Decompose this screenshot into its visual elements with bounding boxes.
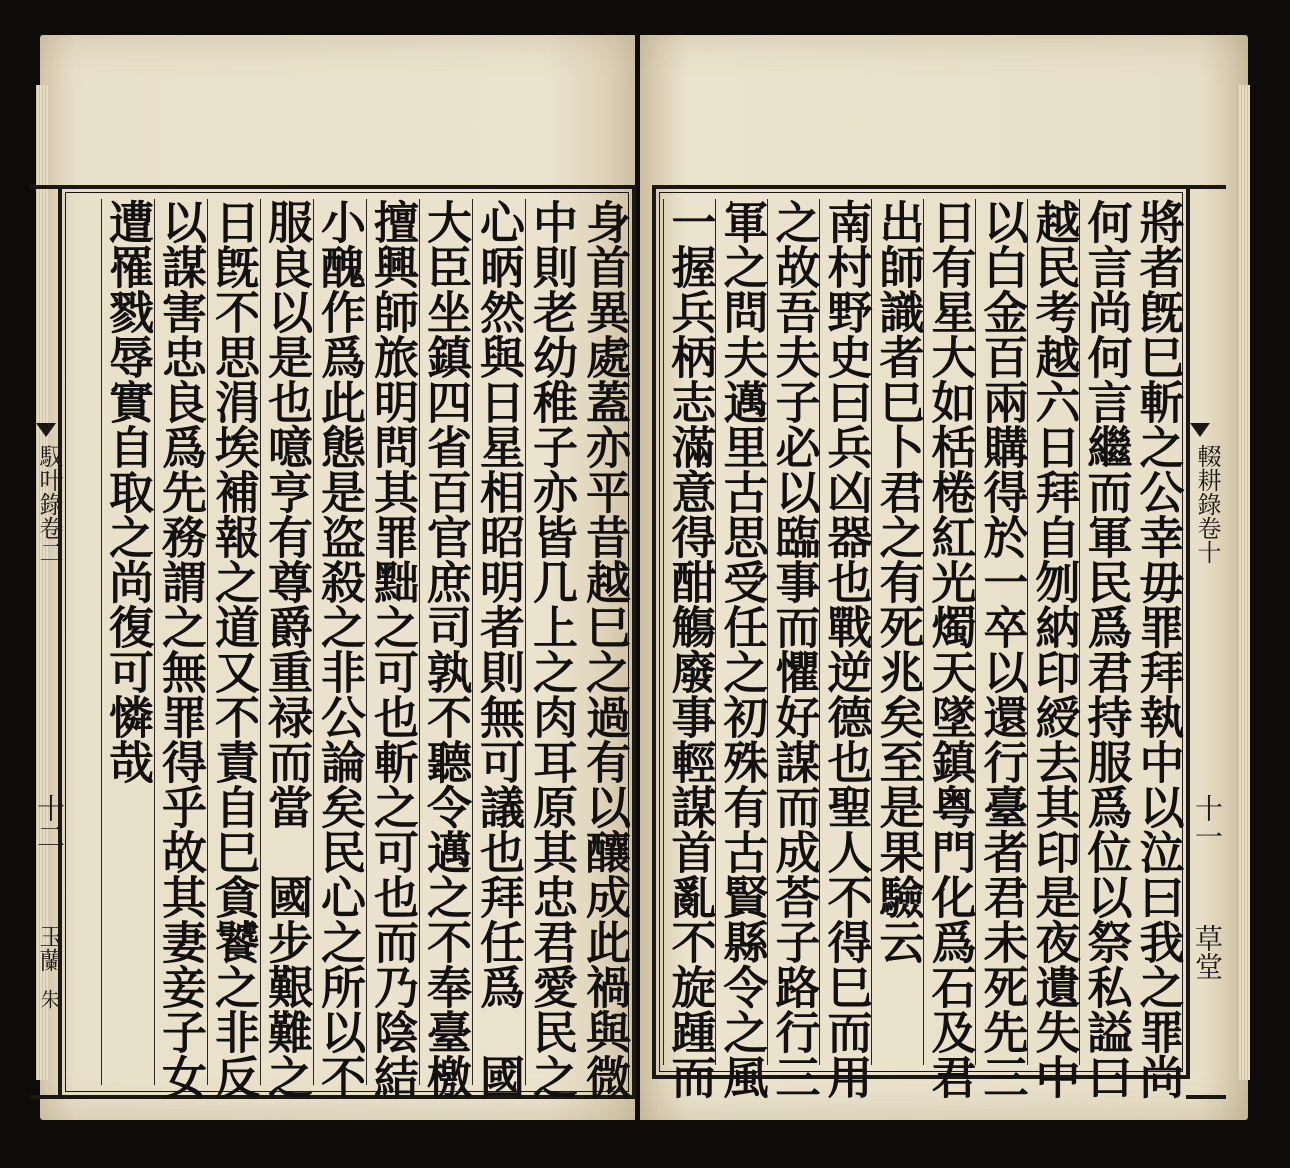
text-column <box>1079 199 1133 1099</box>
text-column <box>715 199 769 1099</box>
right-margin-title: 輟耕錄卷十 <box>1193 444 1221 564</box>
column-text: 一握兵柄志滿意得酣觴廢事輕謀首亂不旋踵而 <box>663 199 717 1099</box>
column-text: 心昞然與日星相昭明者則無可議也拜任爲 國 <box>472 199 525 1099</box>
column-text: 軍之問夫邁里古思受任之初殊有古賢縣令之風 <box>715 199 769 1099</box>
left-margin-title: 馭叶錄卷二 <box>35 444 63 564</box>
column-text: 以白金百兩購得於一卒以還行臺者君未死先三 <box>975 199 1029 1099</box>
page-edge <box>1238 85 1250 1080</box>
left-margin-mark: 朱 <box>37 989 61 1009</box>
column-text: 出師識者巳卜君之有死兆矣至是果驗云 <box>871 199 925 964</box>
column-text: 日有星大如栝棬紅光燭天墜鎮粤門化爲石及君 <box>923 199 977 1099</box>
text-column <box>923 199 977 1099</box>
column-text: 遭罹戮辱實自取之尚復可憐哉 <box>101 199 154 784</box>
column-text: 大臣坐鎮四省百官庶司孰不聽令邁之不奉臺檄 <box>419 199 472 1099</box>
column-text: 南村野史曰兵凶器也戰逆德也聖人不得巳而用 <box>819 199 873 1099</box>
column-text: 中則老幼稚子亦皆几上之肉耳原其忠君愛民之 <box>525 199 578 1099</box>
right-margin-strip <box>1186 185 1226 1099</box>
column-text: 將者旣巳斬之公幸毋罪拜執中以泣曰我之罪尚 <box>1131 199 1185 1099</box>
text-column <box>525 199 578 1099</box>
text-column <box>419 199 472 1099</box>
text-column <box>207 199 260 1099</box>
left-text-frame <box>58 185 636 1099</box>
right-margin-publisher: 草堂 <box>1191 924 1224 980</box>
fish-tail-mark <box>1190 423 1210 437</box>
column-text: 之故吾夫子必以臨事而懼好謀而成荅子路行三 <box>767 199 821 1099</box>
left-page <box>33 35 635 1120</box>
text-column <box>578 199 631 1099</box>
text-column <box>260 199 313 1099</box>
column-text: 擅興師旅明問其罪黜之可也斬之可也而乃陰結 <box>366 199 419 1099</box>
column-text: 日旣不思涓埃補報之道又不責自巳貪饕之非反 <box>207 199 260 1099</box>
text-column <box>819 199 873 1099</box>
text-column <box>313 199 366 1099</box>
text-column <box>101 199 153 1085</box>
column-text: 服良以是也噫亨有尊爵重禄而當 國步艱難之 <box>260 199 313 1099</box>
column-text: 越民考越六日拜自刎納印綬去其印是夜遺失中 <box>1027 199 1081 1099</box>
right-margin-folio: 十一 <box>1191 794 1224 850</box>
text-column <box>975 199 1029 1099</box>
text-column <box>366 199 419 1099</box>
column-text: 身首異處蓋亦平昔越巳之過有以釀成此禍與微 <box>578 199 631 1099</box>
left-margin-publisher: 玉蘭 <box>35 924 63 972</box>
text-column <box>767 199 821 1099</box>
left-margin-strip <box>30 185 66 1099</box>
fish-tail-mark <box>36 423 56 437</box>
column-text: 小醜作爲此態是盗殺之非公論矣民心之所以不 <box>313 199 366 1099</box>
right-text-frame <box>652 185 1190 1099</box>
column-text: 何言尚何言繼而軍民爲君持服爲位以祭私謚曰 <box>1079 199 1133 1099</box>
text-column <box>1027 199 1081 1099</box>
left-margin-folio: 十二 <box>33 794 66 850</box>
column-text: 以謀害忠良爲先務謂之無罪得乎故其妻妾子女 <box>154 199 207 1099</box>
text-column <box>871 199 924 1065</box>
right-page <box>640 35 1248 1120</box>
text-column <box>154 199 207 1099</box>
text-column <box>1131 199 1185 1099</box>
text-column <box>472 199 525 1099</box>
text-column <box>663 199 717 1099</box>
